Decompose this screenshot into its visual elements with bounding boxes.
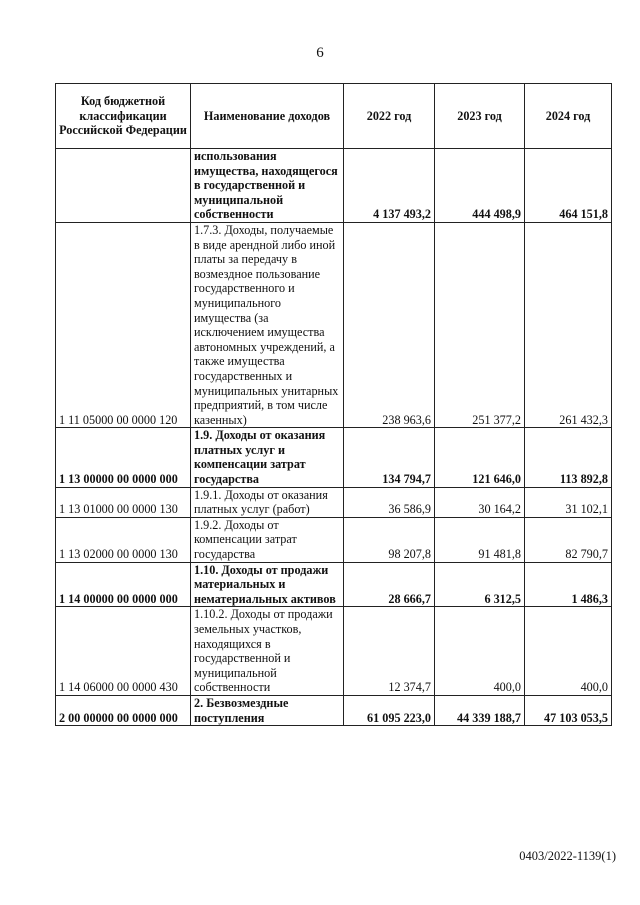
cell-2023: 444 498,9: [435, 149, 525, 223]
cell-2024: 113 892,8: [525, 428, 612, 487]
cell-2022: 12 374,7: [344, 607, 435, 696]
table-body: [56, 149, 612, 726]
cell-code: 1 13 00000 00 0000 000: [56, 428, 191, 487]
cell-name: 1.10.2. Доходы от продажи земельных участков, находящихся в государственной и муниципальной собственности: [191, 607, 344, 696]
table-row: [56, 222, 612, 427]
cell-2023: 44 339 188,7: [435, 695, 525, 725]
cell-2024: 82 790,7: [525, 517, 612, 562]
cell-2024: 1 486,3: [525, 562, 612, 607]
cell-code: 1 11 05000 00 0000 120: [56, 222, 191, 427]
cell-name: 1.9.2. Доходы от компенсации затрат государства: [191, 517, 344, 562]
cell-2023: 91 481,8: [435, 517, 525, 562]
cell-2022: 134 794,7: [344, 428, 435, 487]
cell-code: 1 14 06000 00 0000 430: [56, 607, 191, 696]
header-2023: 2023 год: [435, 84, 525, 149]
table-row: [56, 428, 612, 487]
cell-2022: 98 207,8: [344, 517, 435, 562]
table-row: [56, 607, 612, 696]
cell-2022: 36 586,9: [344, 487, 435, 517]
cell-name: 1.9. Доходы от оказания платных услуг и компенсации затрат государства: [191, 428, 344, 487]
table-row: [56, 562, 612, 607]
document-id: 0403/2022-1139(1): [519, 849, 616, 863]
cell-2023: 121 646,0: [435, 428, 525, 487]
cell-2024: 261 432,3: [525, 222, 612, 427]
cell-2022: 238 963,6: [344, 222, 435, 427]
cell-2023: 251 377,2: [435, 222, 525, 427]
cell-2024: 464 151,8: [525, 149, 612, 223]
header-code: Код бюджетной классификации Российской Федерации: [56, 84, 191, 149]
cell-name: 1.7.3. Доходы, получаемые в виде арендной либо иной платы за передачу в возмездное пользование государственного и муниципального имущества (за исключением имущества автономных учреждений, а также имущества государственных и муниципальных унитарных предприятий, в том числе казенных): [191, 222, 344, 427]
cell-name: 2. Безвозмездные поступления: [191, 695, 344, 725]
cell-2023: 400,0: [435, 607, 525, 696]
page-number: 6: [316, 45, 324, 61]
header-2022: 2022 год: [344, 84, 435, 149]
cell-code: [56, 149, 191, 223]
cell-name: использования имущества, находящегося в государственной и муниципальной собственности: [191, 149, 344, 223]
revenue-table: [55, 83, 612, 726]
cell-name: 1.9.1. Доходы от оказания платных услуг (работ): [191, 487, 344, 517]
cell-2022: 61 095 223,0: [344, 695, 435, 725]
cell-2024: 400,0: [525, 607, 612, 696]
cell-code: 1 13 01000 00 0000 130: [56, 487, 191, 517]
table-row: [56, 695, 612, 725]
cell-2022: 4 137 493,2: [344, 149, 435, 223]
cell-2022: 28 666,7: [344, 562, 435, 607]
table-header-row: [56, 84, 612, 149]
cell-2023: 6 312,5: [435, 562, 525, 607]
cell-2023: 30 164,2: [435, 487, 525, 517]
cell-name: 1.10. Доходы от продажи материальных и нематериальных активов: [191, 562, 344, 607]
cell-code: 1 13 02000 00 0000 130: [56, 517, 191, 562]
header-name: Наименование доходов: [191, 84, 344, 149]
header-2024: 2024 год: [525, 84, 612, 149]
cell-code: 1 14 00000 00 0000 000: [56, 562, 191, 607]
cell-2024: 47 103 053,5: [525, 695, 612, 725]
cell-code: 2 00 00000 00 0000 000: [56, 695, 191, 725]
table-row: [56, 517, 612, 562]
cell-2024: 31 102,1: [525, 487, 612, 517]
table-row: [56, 149, 612, 223]
table-row: [56, 487, 612, 517]
